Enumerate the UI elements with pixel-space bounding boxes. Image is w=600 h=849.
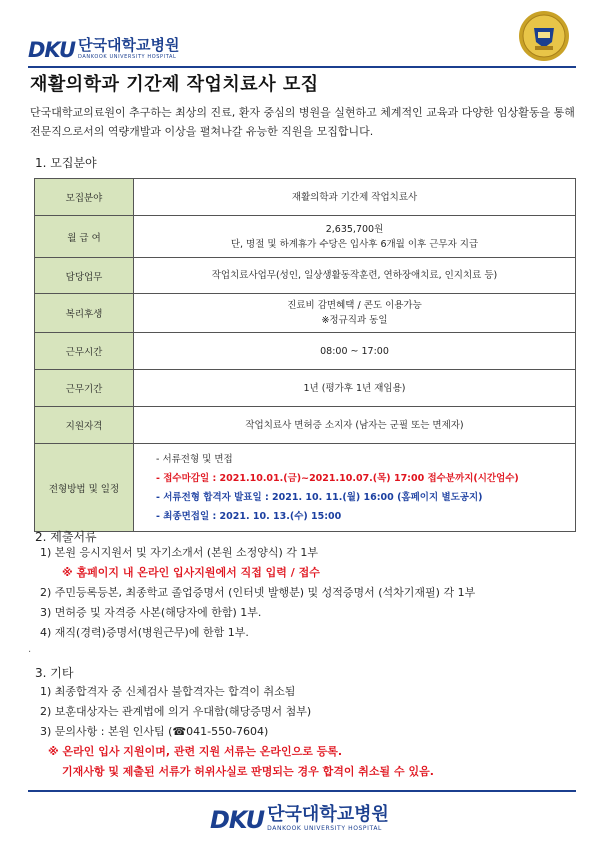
list-item: 1) 최종합격자 중 신체검사 불합격자는 합격이 취소됨 (40, 685, 296, 698)
welfare-benefit: 진료비 감면혜택 / 콘도 이용가능 (287, 300, 422, 311)
table-row (35, 258, 576, 294)
section2-heading: 2. 제출서류 (35, 530, 97, 544)
section3-heading: 3. 기타 (35, 666, 74, 680)
list-item: 1) 본원 응시지원서 및 자기소개서 (본원 소정양식) 각 1부 (40, 546, 318, 559)
row-value: 작업치료사 면허증 소지자 (남자는 군필 또는 면제자) (134, 407, 576, 444)
row-label: 복리후생 (35, 294, 134, 333)
table-row (35, 333, 576, 370)
application-deadline: - 접수마감일 : 2021.10.01.(금)~2021.10.07.(목) 17:00 접수분까지(시간엄수) (156, 472, 519, 484)
row-value (134, 294, 576, 333)
row-value (134, 444, 576, 532)
table-row (35, 444, 576, 532)
welfare-note: ※정규직과 동일 (321, 315, 388, 326)
list-item: 2) 주민등록등본, 최종학교 졸업증명서 (인터넷 발행분) 및 성적증명서 (석차기재필) 각 1부 (40, 586, 476, 599)
selection-method: - 서류전형 및 면접 (156, 453, 233, 465)
row-value: 재활의학과 기간제 작업치료사 (134, 179, 576, 216)
row-value: 08:00 ~ 17:00 (134, 333, 576, 370)
row-label: 근무시간 (35, 333, 134, 370)
footer-rule (28, 790, 576, 792)
list-item-note: ※ 온라인 입사 지원이며, 관련 지원 서류는 온라인으로 등록. (48, 745, 343, 758)
intro-text: 단국대학교의료원이 추구하는 최상의 진료, 환자 중심의 병원을 실현하고 체계적인 교육과 다양한 임상활동을 통해 전문직으로서의 역량개발과 이상을 펼쳐나갈 유능한 직원을 모집합니다. (30, 106, 575, 138)
table-row (35, 407, 576, 444)
row-label: 지원자격 (35, 407, 134, 444)
footer-hospital-logo (210, 806, 389, 832)
section1-heading: 1. 모집분야 (35, 156, 97, 170)
list-item-note: 기재사항 및 제출된 서류가 허위사실로 판명되는 경우 합격이 취소될 수 있음. (62, 765, 434, 778)
header (0, 0, 600, 70)
table-row (35, 216, 576, 258)
logo-mark: DKU (28, 38, 76, 62)
final-interview-date: - 최종면접일 : 2021. 10. 13.(수) 15:00 (156, 510, 342, 522)
list-item: 3) 문의사항 : 본원 인사팀 (☎041-550-7604) (40, 725, 269, 738)
list-item: 2) 보훈대상자는 관계법에 의거 우대함(해당증명서 첨부) (40, 705, 312, 718)
salary-note: 단, 명절 및 하계휴가 수당은 입사후 6개월 이후 근무자 지급 (230, 238, 479, 250)
row-value: 1년 (평가후 1년 재임용) (134, 370, 576, 407)
table-row (35, 294, 576, 333)
list-item: 3) 면허증 및 자격증 사본(해당자에 한함) 1부. (40, 606, 262, 619)
row-label: 모집분야 (35, 179, 134, 216)
documents-list (40, 543, 475, 643)
page-title: 재활의학과 기간제 작업치료사 모집 (30, 74, 319, 95)
header-rule (28, 66, 576, 68)
row-label: 월 급 여 (35, 216, 134, 258)
logo-english-name: DANKOOK UNIVERSITY HOSPITAL (267, 825, 382, 832)
logo-korean-name: 단국대학교병원 (267, 804, 389, 825)
salary-amount: 2,635,700원 (325, 223, 384, 235)
table-row (35, 179, 576, 216)
recruit-table (34, 178, 576, 532)
hospital-logo (28, 38, 179, 60)
table-row (35, 370, 576, 407)
row-value: 작업치료사업무(성인, 일상생활동작훈련, 연하장애치료, 인지치료 등) (134, 258, 576, 294)
document-result-date: - 서류전형 합격자 발표일 : 2021. 10. 11.(월) 16:00 (홈페이지 별도공지) (156, 491, 483, 503)
row-label: 근무기간 (35, 370, 134, 407)
row-value (134, 216, 576, 258)
etc-list (40, 682, 434, 782)
separator-dot: . (28, 644, 32, 655)
list-item-note: ※ 홈페이지 내 온라인 입사지원에서 직접 입력 / 접수 (62, 566, 320, 579)
emblem-icon (518, 10, 570, 62)
logo-english-name: DANKOOK UNIVERSITY HOSPITAL (78, 54, 177, 60)
list-item: 4) 재직(경력)증명서(병원근무)에 한함 1부. (40, 626, 249, 639)
logo-mark: DKU (210, 806, 265, 834)
row-label: 전형방법 및 일정 (35, 444, 134, 532)
logo-korean-name: 단국대학교병원 (78, 36, 180, 54)
row-label: 담당업무 (35, 258, 134, 294)
